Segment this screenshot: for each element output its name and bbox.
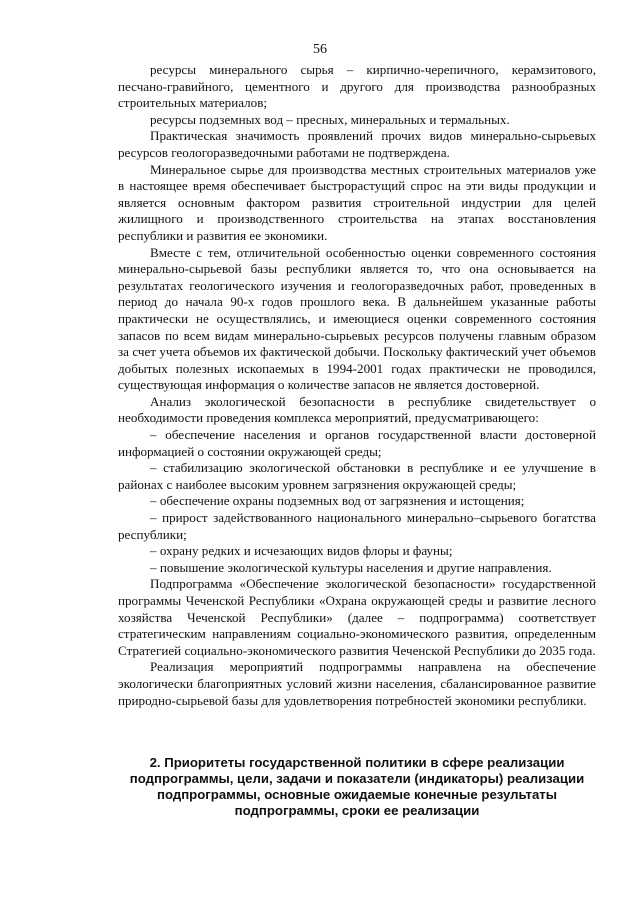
list-item: – прирост задействованного национального минерально–сырьевого богатства республики; <box>118 510 596 542</box>
paragraph: Минеральное сырье для производства местных строительных материалов уже в настоящее время обеспечивает быстрорастущий спрос на эти виды продукции и является основным фактором развития строительной индустрии для целей жилищного и производственного строительства на этапах восстановления республики и развития ее экономики. <box>118 161 596 243</box>
paragraph: Практическая значимость проявлений прочих видов минерально-сырьевых ресурсов геологоразведочными работами не подтверждена. <box>118 128 596 160</box>
paragraph: ресурсы подземных вод – пресных, минеральных и термальных. <box>150 111 510 127</box>
page-number: 56 <box>313 42 327 57</box>
paragraph: Вместе с тем, отличительной особенностью оценки современного состояния минерально-сырьевой базы республики является то, что она основывается на результатах геологического изучения и геологоразведочных работ, проведенных в период до начала 90-х годов прошлого века. В дальнейшем указанные работы практически не осуществлялись, и имеющиеся оценки современного состояния запасов по всем видам минерально-сырьевых ресурсов получены главным образом за счет учета объемов их фактической добычи. Поскольку фактический учет объемов добытых полезных ископаемых в 1994-2001 годах практически не проводился, существующая информация о количестве запасов не является достоверной. <box>118 244 596 393</box>
paragraph: ресурсы минерального сырья – кирпично-черепичного, керамзитового, песчано-гравийного, цементного и другого для производства разнообразных строительных материалов; <box>118 62 596 111</box>
section-heading-line: подпрограммы, сроки ее реализации <box>234 803 480 818</box>
list-item: – стабилизацию экологической обстановки в республике и ее улучшение в районах с наиболее высоким уровнем загрязнения окружающей среды; <box>118 460 596 492</box>
body-text <box>118 62 596 709</box>
list-item: – обеспечение охраны подземных вод от загрязнения и истощения; <box>150 493 525 509</box>
list-item: – повышение экологической культуры населения и другие направления. <box>150 559 552 575</box>
section-heading-line: подпрограммы, основные ожидаемые конечные результаты <box>156 787 557 802</box>
list-item: – обеспечение населения и органов государственной власти достоверной информацией о состоянии окружающей среды; <box>118 427 596 459</box>
section-heading-line: 2. Приоритеты государственной политики в сфере реализации <box>149 755 565 770</box>
paragraph: Реализация мероприятий подпрограммы направлена на обеспечение экологически благоприятных условий жизни населения, сбалансированное развитие природно-сырьевой базы для удовлетворения потребностей экономики республики. <box>118 659 596 708</box>
section-heading <box>118 755 596 819</box>
paragraph: Анализ экологической безопасности в республике свидетельствует о необходимости проведения комплекса мероприятий, предусматривающего: <box>118 393 596 426</box>
section-heading-line: подпрограммы, цели, задачи и показатели (индикаторы) реализации <box>129 771 585 786</box>
paragraph: Подпрограмма «Обеспечение экологической безопасности» государственной программы Чеченской Республики «Охрана окружающей среды и развитие лесного хозяйства Чеченской Республики» (далее – подпрограмма) соответствует стратегическим направлениям социально-экономического развития, определенным Стратегией социально-экономического развития Чеченской Республики до 2035 года. <box>118 576 596 658</box>
list-item: – охрану редких и исчезающих видов флоры и фауны; <box>150 543 453 559</box>
